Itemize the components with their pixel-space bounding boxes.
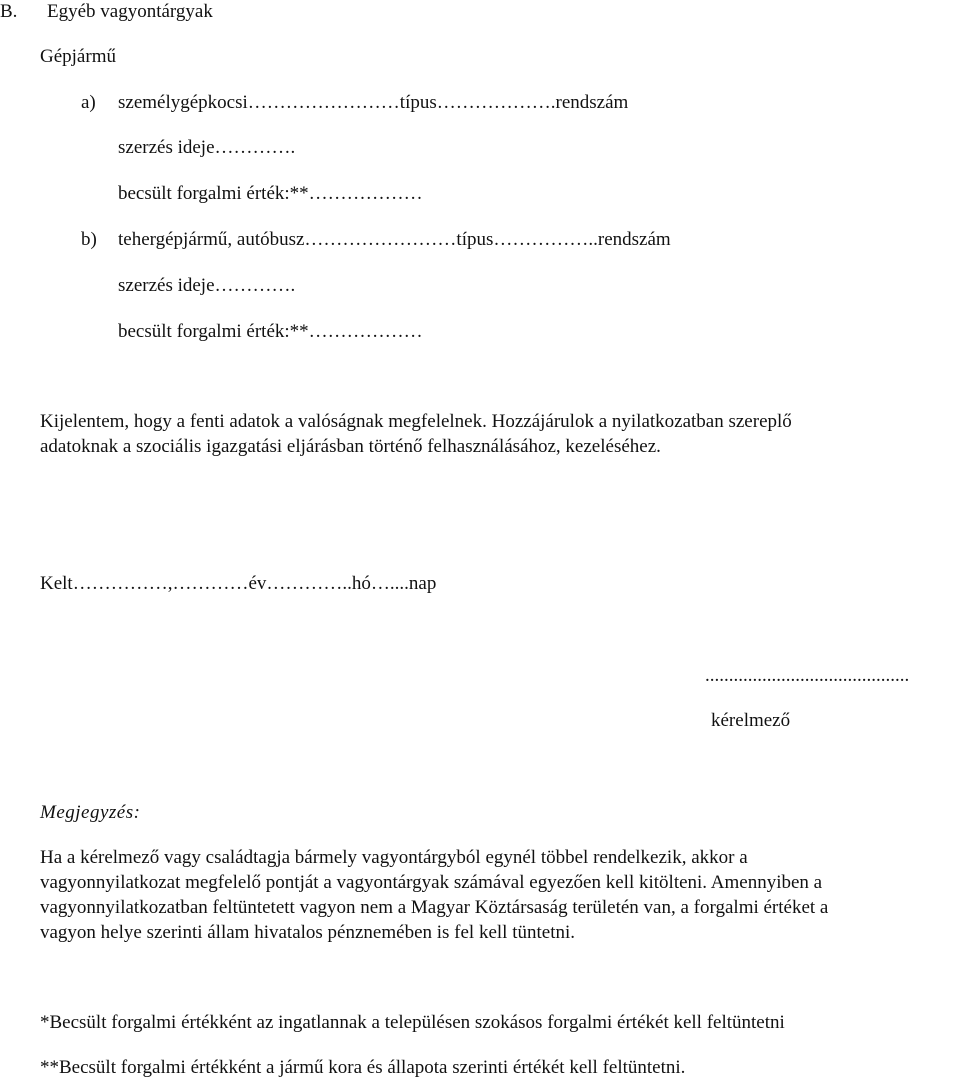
note-title: Megjegyzés: (40, 802, 141, 823)
declaration-line-2: adatoknak a szociális igazgatási eljárásban történő felhasználásához, kezeléséhez. (40, 436, 661, 457)
signature-dots: ........................................... (705, 665, 910, 686)
item-b-line2: szerzés ideje…………. (118, 275, 296, 296)
item-a-line1: személygépkocsi……………………típus……………….rendszám (118, 92, 629, 113)
item-a-marker: a) (81, 92, 96, 113)
signature-label: kérelmező (711, 710, 791, 731)
vehicle-heading: Gépjármű (40, 46, 116, 67)
section-letter: B. (0, 1, 18, 22)
footnote-1: *Becsült forgalmi értékként az ingatlannak a településen szokásos forgalmi értékét kell feltüntetni (40, 1012, 785, 1033)
item-b-marker: b) (81, 229, 97, 250)
note-line-1: Ha a kérelmező vagy családtagja bármely vagyontárgyból egynél többel rendelkezik, akkor a (40, 847, 748, 868)
note-line-4: vagyon helye szerinti állam hivatalos pénznemében is fel kell tüntetni. (40, 922, 575, 943)
footnote-2: **Becsült forgalmi értékként a jármű kora és állapota szerinti értékét kell feltüntetni. (40, 1057, 686, 1078)
item-b-line1: tehergépjármű, autóbusz……………………típus……………..rendszám (118, 229, 671, 250)
kelt-line: Kelt……………,…………év…………..hó…....nap (40, 573, 437, 594)
note-line-2: vagyonnyilatkozat megfelelő pontját a vagyontárgyak számával egyezően kell kitölteni. Amennyiben a (40, 872, 823, 893)
note-line-3: vagyonnyilatkozatban feltüntetett vagyon nem a Magyar Köztársaság területén van, a forgalmi értéket a (40, 897, 829, 918)
declaration-line-1: Kijelentem, hogy a fenti adatok a valóságnak megfelelnek. Hozzájárulok a nyilatkozatban szereplő (40, 411, 792, 432)
item-b-line3: becsült forgalmi érték:**……………… (118, 321, 423, 342)
item-a-line3: becsült forgalmi érték:**……………… (118, 183, 423, 204)
section-title: Egyéb vagyontárgyak (47, 1, 213, 22)
item-a-line2: szerzés ideje…………. (118, 137, 296, 158)
